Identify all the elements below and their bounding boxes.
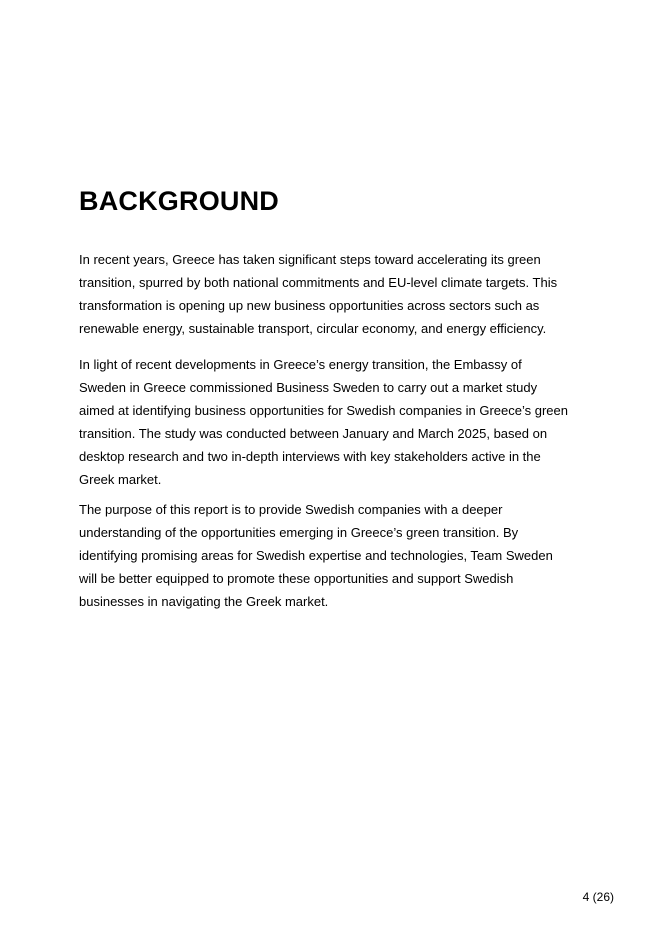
page-number: 4 (26) <box>582 890 614 904</box>
paragraph-line: businesses in navigating the Greek market. <box>79 594 329 609</box>
paragraph-line: renewable energy, sustainable transport, circular economy, and energy efficiency. <box>79 321 547 336</box>
paragraph-purpose <box>79 498 589 613</box>
paragraph-line: Greek market. <box>79 472 162 487</box>
paragraph-line: In light of recent developments in Greece’s energy transition, the Embassy of <box>79 357 522 372</box>
paragraph-line: aimed at identifying business opportunities for Swedish companies in Greece’s green <box>79 403 568 418</box>
paragraph-line: transformation is opening up new business opportunities across sectors such as <box>79 298 540 313</box>
paragraph-line: Sweden in Greece commissioned Business Sweden to carry out a market study <box>79 380 538 395</box>
section-heading: BACKGROUND <box>79 186 279 216</box>
paragraph-intro <box>79 248 589 340</box>
paragraph-line: will be better equipped to promote these opportunities and support Swedish <box>79 571 514 586</box>
paragraph-line: The purpose of this report is to provide Swedish companies with a deeper <box>79 502 503 517</box>
paragraph-study <box>79 353 589 491</box>
paragraph-line: desktop research and two in-depth interviews with key stakeholders active in the <box>79 449 541 464</box>
paragraph-line: identifying promising areas for Swedish expertise and technologies, Team Sweden <box>79 548 553 563</box>
paragraph-line: In recent years, Greece has taken significant steps toward accelerating its green <box>79 252 541 267</box>
paragraph-line: transition. The study was conducted between January and March 2025, based on <box>79 426 548 441</box>
paragraph-line: understanding of the opportunities emerging in Greece’s green transition. By <box>79 525 519 540</box>
paragraph-line: transition, spurred by both national commitments and EU-level climate targets. This <box>79 275 558 290</box>
